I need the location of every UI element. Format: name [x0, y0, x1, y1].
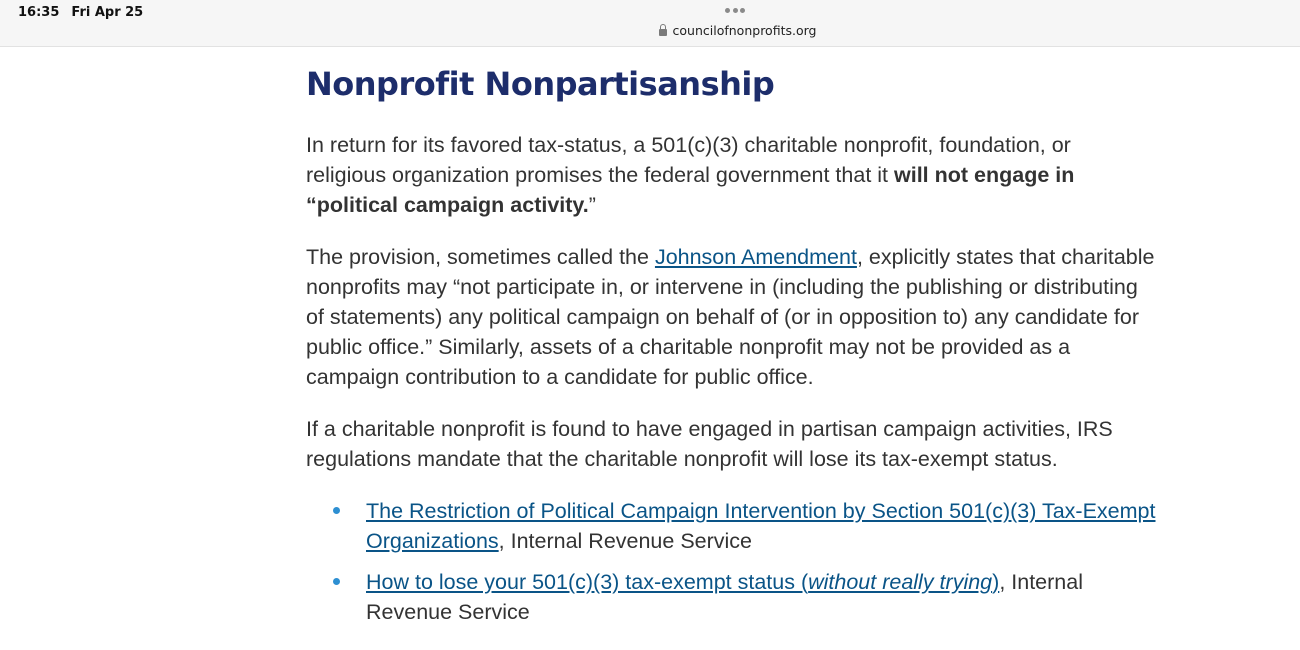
lose-exempt-status-link[interactable] — [366, 570, 999, 594]
paragraph-tax-status — [306, 130, 1156, 220]
list-item — [366, 567, 1156, 627]
link-source: , Internal Revenue Service — [498, 529, 753, 553]
lock-icon — [659, 29, 667, 36]
p1-closing-quote: ” — [588, 193, 596, 217]
list-item — [366, 496, 1156, 556]
link-text-italic: without really trying — [808, 570, 993, 594]
p2-text-before: The provision, sometimes called the — [306, 245, 655, 269]
p1-bold-text: will not engage in “political campaign activity. — [306, 163, 1075, 217]
paragraph-irs-regulations: If a charitable nonprofit is found to have engaged in partisan campaign activities, IRS regulations mandate that the charitable nonprofit will lose its tax-exempt status. — [306, 417, 1113, 471]
paragraph-johnson-amendment — [306, 242, 1156, 392]
status-date: Fri Apr 25 — [71, 5, 144, 20]
p1-text: In return for its favored tax-status, a 501(c)(3) charitable nonprofit, foundation, or religious organization promises the federal government that it — [306, 133, 1071, 187]
bullet-icon — [333, 578, 340, 585]
article-content — [306, 60, 1156, 638]
p2-text-after: , explicitly states that charitable nonprofits may “not participate in, or intervene in (including the publishing or distributing of statements) any political campaign on behalf of (or in opposition to) any candidate for public office.” Similarly, assets of a charitable nonprofit may not be provided as a campaign contribution to a candidate for public office. — [306, 245, 1155, 389]
irs-restriction-link[interactable]: The Restriction of Political Campaign Intervention by Section 501(c)(3) Tax-Exempt Organizations — [366, 499, 1156, 553]
more-options-icon[interactable] — [725, 8, 749, 14]
address-bar[interactable] — [0, 23, 1300, 38]
status-bar — [0, 0, 1300, 47]
resource-list — [306, 496, 1156, 627]
link-text-after: ) — [992, 570, 1000, 594]
bullet-icon — [333, 507, 340, 514]
url-text: councilofnonprofits.org — [672, 23, 817, 38]
status-time: 16:35 — [18, 5, 60, 20]
page-title: Nonprofit Nonpartisanship — [306, 65, 775, 103]
link-source: , Internal Revenue Service — [366, 570, 1083, 624]
link-text-before: How to lose your 501(c)(3) tax-exempt status ( — [366, 570, 809, 594]
johnson-amendment-link[interactable]: Johnson Amendment — [654, 245, 857, 269]
status-time-date — [18, 5, 143, 20]
